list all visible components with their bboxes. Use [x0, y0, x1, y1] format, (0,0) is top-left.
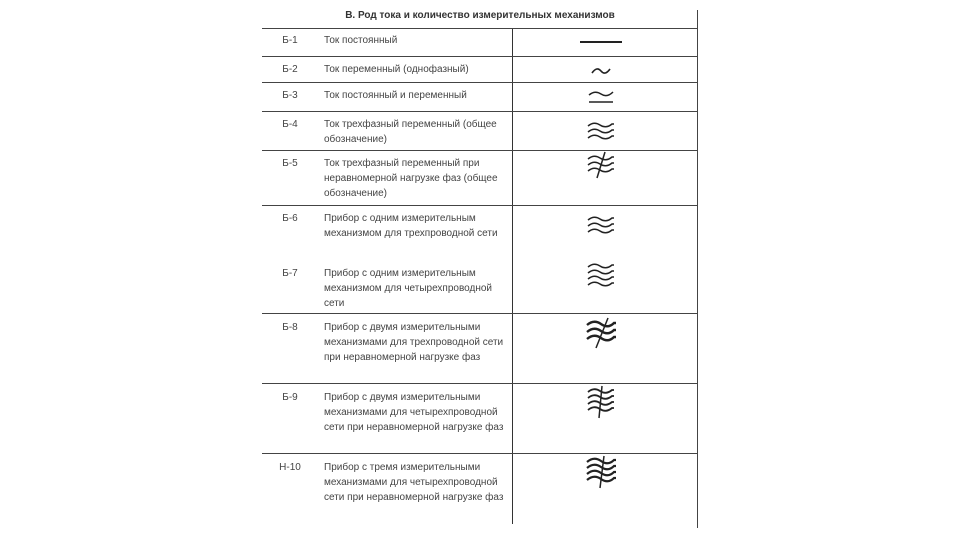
- row-description: Ток переменный (однофазный): [324, 64, 469, 75]
- one-mechanism-three-wire-icon: [578, 210, 624, 244]
- one-mechanism-four-wire-icon: [578, 259, 624, 293]
- row-divider: [262, 28, 697, 29]
- row-divider: [262, 82, 697, 83]
- row-code: Б-1: [282, 35, 298, 46]
- row-divider: [262, 111, 697, 112]
- row-code: Б-7: [282, 268, 298, 279]
- row-divider: [262, 383, 697, 384]
- table-title: В. Род тока и количество измерительных механизмов: [345, 10, 615, 21]
- two-mechanisms-three-wire-icon: [578, 316, 624, 350]
- two-mechanisms-four-wire-icon: [578, 385, 624, 419]
- row-description: Ток трехфазный переменный при неравномерной нагрузке фаз (общее обозначение): [324, 158, 498, 199]
- row-description: Прибор с одним измерительным механизмом для четырехпроводной сети: [324, 268, 493, 309]
- row-divider: [262, 150, 697, 151]
- table-right-border: [697, 10, 698, 528]
- row-divider: [262, 453, 697, 454]
- three-mechanisms-four-wire-icon: [578, 455, 624, 489]
- row-code: Н-10: [279, 462, 301, 473]
- row-description: Прибор с тремя измерительными механизмами для четырехпроводной сети при неравномерной нагрузке фаз: [324, 462, 504, 503]
- row-divider: [262, 313, 697, 314]
- ac-dc-icon: [578, 80, 624, 114]
- row-code: Б-9: [282, 392, 298, 403]
- row-code: Б-6: [282, 213, 298, 224]
- row-description: Прибор с двумя измерительными механизмами для трехпроводной сети при неравномерной нагрузке фаз: [324, 322, 504, 363]
- row-divider: [262, 205, 697, 206]
- row-code: Б-3: [282, 90, 298, 101]
- row-code: Б-8: [282, 322, 298, 333]
- column-divider: [512, 28, 513, 524]
- row-code: Б-4: [282, 119, 298, 130]
- three-phase-icon: [578, 116, 624, 150]
- row-description: Ток постоянный: [324, 35, 398, 46]
- three-phase-unbalanced-icon: [578, 148, 624, 182]
- row-description: Ток постоянный и переменный: [324, 90, 467, 101]
- row-description: Прибор с одним измерительным механизмом для трехпроводной сети: [324, 213, 498, 239]
- row-description: Ток трехфазный переменный (общее обозначение): [324, 119, 497, 145]
- row-code: Б-2: [282, 64, 298, 75]
- row-description: Прибор с двумя измерительными механизмами для четырехпроводной сети при неравномерной нагрузке фаз: [324, 392, 504, 433]
- row-divider: [262, 56, 697, 57]
- row-code: Б-5: [282, 158, 298, 169]
